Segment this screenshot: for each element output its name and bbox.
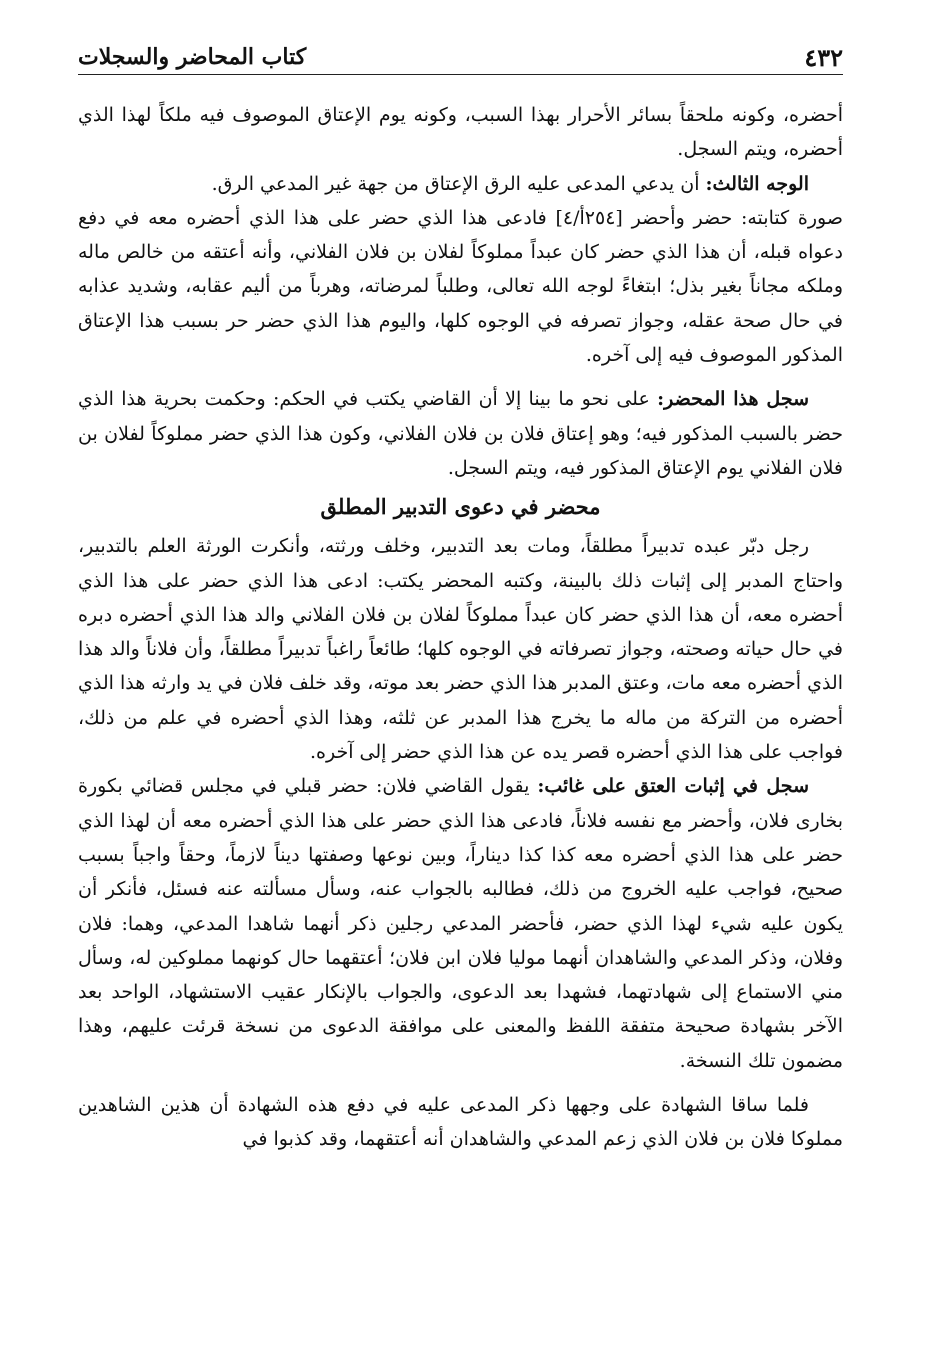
third-aspect-heading: الوجه الثالث: bbox=[705, 172, 809, 195]
page-number: ٤٣٢ bbox=[804, 42, 843, 72]
paragraph-testimony-rebuttal: فلما ساقا الشهادة على وجهها ذكر المدعى عليه في دفع هذه الشهادة أن هذين الشاهدين مملوكا فلان بن فلان الذي زعم المدعي والشاهدان أنه أعتقهما، وقد كذبوا في bbox=[78, 1094, 843, 1151]
page-header bbox=[78, 40, 843, 75]
paragraph-gap bbox=[78, 1078, 843, 1088]
record-absent-emancipation-text: يقول القاضي فلان: حضر قبلي في مجلس قضائي بكورة بخارى فلان، وأحضر مع نفسه فلاناً، فادعى هذا الذي حضر على هذا الذي أحضره معه أن لهذا الذي حضر على هذا الذي أحضره معه كذا كذا ديناراً، وبين نوعها وصفتها ديناً لازماً، وحقاً واجباً بسبب صحيح، فواجب عليه الخروج من ذلك، فطالبه بالجواب عنه، وسأل مسألته عنه فسئل، فأنكر أن يكون عليه شيء لهذا الذي حضر، فأحضر المدعي رجلين ذكر أنهما شاهدا المدعي، وهما: فلان وفلان، وذكر المدعي والشاهدان أنهما موليا فلان ابن فلان؛ أعتقهما حال كونهما مملوكين له، وسأل مني الاستماع إلى شهادتهما، فشهدا بعد الدعوى، والجواب بالإنكار عقيب الاستشهاد، الواحد بعد الآخر بشهادة صحيحة متفقة اللفظ والمعنى على موافقة الدعوى من نسخة قرئت عليهم، وهذا مضمون تلك النسخة. bbox=[78, 775, 843, 1072]
paragraph-third-aspect bbox=[78, 167, 843, 201]
paragraph-record-of-report bbox=[78, 382, 843, 485]
running-title: كتاب المحاضر والسجلات bbox=[78, 44, 307, 70]
paragraph-tadbir-claim: رجل دبّر عبده تدبيراً مطلقاً، ومات بعد التدبير، وخلف ورثته، وأنكرت الورثة العلم بالتدبير، واحتاج المدبر إلى إثبات ذلك بالبينة، وكتبه المحضر يكتب: ادعى هذا الذي حضر على هذا الذي أحضره معه، أن هذا الذي حضر كان عبداً مملوكاً لفلان بن فلان الفلاني والد هذا الذي أحضره دبره في حال حياته وصحته، وجواز تصرفاته في الوجوه كلها؛ طائعاً راغباً تدبيراً مطلقاً، وأن فلاناً والد هذا الذي أحضره معه مات، وعتق المدبر هذا الذي حضر بعد موته، وقد خلف فلان في يد وارثه هذا الذي أحضره من التركة من ماله ما يخرج هذا المدبر عن ثلثه، وهذا الذي أحضره في علم من ذلك، فواجب على هذا الذي أحضره قصر يده عن هذا الذي حضر إلى آخره. bbox=[78, 535, 843, 764]
paragraph-continuation: أحضره، وكونه ملحقاً بسائر الأحرار بهذا السبب، وكونه يوم الإعتاق الموصوف فيه ملكاً لهذا الذي أحضره، ويتم السجل. bbox=[78, 104, 843, 161]
record-of-report-heading: سجل هذا المحضر: bbox=[657, 388, 810, 411]
record-of-report-text: على نحو ما بينا إلا أن القاضي يكتب في الحكم: وحكمت بحرية هذا الذي حضر بالسبب المذكور فيه؛ وهو إعتاق فلان بن فلان الفلاني، وكون هذا الذي حضر مملوكاً لفلان بن فلان الفلاني يوم الإعتاق المذكور فيه، ويتم السجل. bbox=[78, 388, 843, 479]
record-absent-emancipation-heading: سجل في إثبات العتق على غائب: bbox=[537, 775, 809, 798]
third-aspect-text: أن يدعي المدعى عليه الرق الإعتاق من جهة غير المدعي الرق. bbox=[211, 172, 706, 195]
paragraph-writing-form: صورة كتابته: حضر وأحضر [٢٥٤أ/٤] فادعى هذا الذي حضر على هذا الذي أحضره معه في دفع دعواه قبله، أن هذا الذي حضر كان عبداً مملوكاً لفلان بن فلان الفلاني، وأنه أعتقه من خالص ماله وملكه مجاناً بغير بذل؛ ابتغاءً لوجه الله تعالى، وطلباً لمرضاته، وهرباً من أليم عقابه، وشديد عذابه في حال صحة عقله، وجواز تصرفه في الوجوه كلها، واليوم هذا الذي حضر حر بسبب هذا الإعتاق المذكور الموصوف فيه إلى آخره. bbox=[78, 206, 843, 367]
section-title: محضر في دعوى التدبير المطلق bbox=[320, 494, 601, 520]
page-body bbox=[78, 98, 843, 1157]
paragraph-gap bbox=[78, 372, 843, 382]
paragraph-record-absent-emancipation bbox=[78, 769, 843, 1078]
